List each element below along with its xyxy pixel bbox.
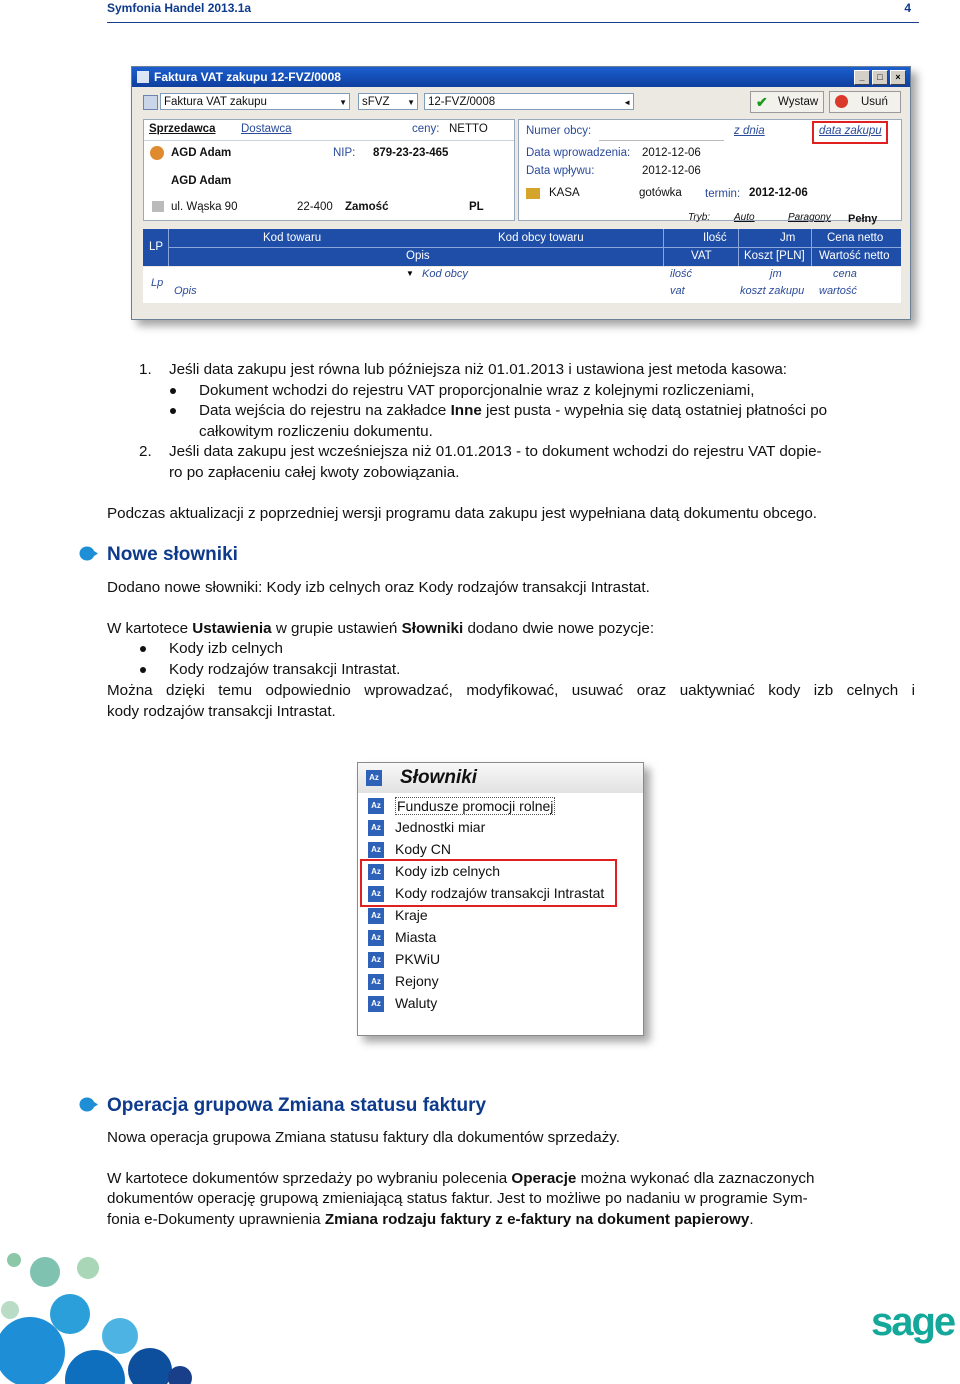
page-number: 4	[904, 1, 911, 15]
prices-label: ceny:	[412, 123, 440, 135]
chevron-down-icon: ▼	[407, 98, 415, 107]
list-number-2: 2.	[139, 443, 152, 460]
dictionary-item[interactable]: Fundusze promocji rolnej	[397, 798, 554, 814]
dictionary-icon: Az	[368, 952, 384, 968]
paragraph-new-dicts: Dodano nowe słowniki: Kody izb celnych oraz Kody rodzajów transakcji Intrastat.	[107, 579, 650, 596]
window-titlebar	[132, 67, 910, 87]
dictionary-icon: Az	[368, 798, 384, 814]
person-icon	[150, 146, 164, 160]
bold-text: Zmiana rodzaju faktury z e-faktury na dokument papierowy	[324, 1211, 750, 1228]
contractor-fullname: AGD Adam	[171, 175, 232, 187]
mode-label: Tryb:	[688, 212, 711, 223]
receipt-date-label: Data wpływu:	[526, 165, 595, 177]
list-item-intrastat: Kody rodzajów transakcji Intrastat.	[169, 661, 401, 678]
contractor-panel	[143, 119, 515, 221]
chevron-down-icon: ▼	[406, 269, 414, 278]
window-title: Faktura VAT zakupu 12-FVZ/0008	[154, 70, 341, 84]
list-item-1-bullet-1: Dokument wchodzi do rejestru VAT proporcjonalnie wraz z kolejnymi rozliczeniami,	[199, 382, 755, 399]
input-vat[interactable]: vat	[670, 285, 685, 297]
dates-panel	[518, 119, 902, 221]
delete-button-label: Usuń	[861, 96, 888, 108]
dictionary-icon: Az	[368, 974, 384, 990]
maximize-icon[interactable]: □	[872, 70, 888, 85]
term-label: termin:	[705, 188, 741, 200]
cash-label: KASA	[549, 187, 580, 199]
dictionary-item[interactable]: Kody izb celnych	[395, 863, 501, 879]
bullet-dot	[170, 388, 176, 394]
paragraph-group-op: Nowa operacja grupowa Zmiana statusu faktury dla dokumentów sprzedaży.	[107, 1129, 620, 1146]
purchase-date-link[interactable]: data zakupu	[819, 125, 882, 137]
input-value[interactable]: wartość	[819, 285, 857, 297]
list-item-1-bullet-2-cont: całkowitym rozliczeniu dokumentu.	[199, 423, 433, 440]
chevron-left-icon: ◄	[623, 98, 631, 107]
receipt-date[interactable]: 2012-12-06	[642, 165, 701, 177]
dictionary-icon: Az	[368, 842, 384, 858]
dictionary-icon: Az	[368, 930, 384, 946]
bold-text: Inne	[450, 402, 482, 419]
dictionary-icon: Az	[368, 996, 384, 1012]
checkmark-icon: ✔	[756, 94, 768, 110]
chevron-down-icon: ▼	[339, 98, 347, 107]
col-cost[interactable]: Koszt [PLN]	[744, 250, 805, 262]
input-lp: Lp	[151, 277, 164, 289]
dictionary-icon: Az	[368, 820, 384, 836]
window-app-icon	[137, 71, 149, 83]
dictionary-icon: Az	[368, 864, 384, 880]
grid-header	[143, 229, 901, 266]
paragraph-manage-cont: kody rodzajów transakcji Intrastat.	[107, 703, 336, 720]
dictionary-icon: Az	[368, 908, 384, 924]
col-unit[interactable]: Jm	[780, 232, 796, 244]
dictionaries-screenshot	[357, 762, 644, 1036]
nip-label: NIP:	[333, 147, 356, 159]
text: W kartotece	[107, 620, 193, 637]
foreign-number-label: Numer obcy:	[526, 125, 592, 137]
col-lp: LP	[149, 241, 164, 253]
payment-method[interactable]: gotówka	[639, 187, 682, 199]
dictionary-item[interactable]: PKWiU	[395, 951, 441, 967]
text: jest pusta - wypełnia się datą ostatniej płatności po	[481, 402, 828, 419]
list-item-2: Jeśli data zakupu jest wcześniejsza niż 01.01.2013 - to dokument wchodzi do rejestru VAT dopie-	[169, 443, 822, 460]
paragraph-manage: Można dzięki temu odpowiednio wprowadzać, modyfikować, usuwać oraz uaktywniać kody izb celnych i	[107, 682, 915, 699]
sage-logo: sage	[871, 1300, 955, 1344]
text: fonia e-Dokumenty uprawnienia	[107, 1211, 325, 1228]
bold-text: Słowniki	[401, 620, 464, 637]
dictionary-item[interactable]: Waluty	[395, 995, 438, 1011]
dictionaries-title: Słowniki	[400, 767, 478, 788]
input-quantity[interactable]: ilość	[670, 268, 693, 280]
input-price[interactable]: cena	[833, 268, 857, 280]
section-bullet-icon	[79, 546, 99, 561]
paragraph-settings	[107, 619, 654, 640]
input-description[interactable]: Opis	[174, 285, 197, 297]
text: w grupie ustawień	[271, 620, 402, 637]
col-vat[interactable]: VAT	[691, 250, 712, 262]
dictionary-item[interactable]: Kody rodzajów transakcji Intrastat	[395, 885, 605, 901]
bullet-dot	[140, 646, 146, 652]
section-bullet-icon	[79, 1097, 99, 1112]
series-select[interactable]	[358, 93, 418, 110]
dictionary-item[interactable]: Miasta	[395, 929, 437, 945]
list-item-1: Jeśli data zakupu jest równa lub późniejsza niż 01.01.2013 i ustawiona jest metoda kasowa:	[169, 361, 787, 378]
issue-date[interactable]: 2012-12-06	[642, 147, 701, 159]
input-unit[interactable]: jm	[770, 268, 782, 280]
dictionary-icon: Az	[366, 770, 382, 786]
bold-text: Ustawienia	[192, 620, 272, 637]
postal-code: 22-400	[297, 201, 333, 213]
cash-icon	[526, 188, 540, 199]
text: można wykonać dla zaznaczonych	[576, 1170, 815, 1187]
number-value: 12-FVZ/0008	[428, 96, 496, 108]
text: W kartotece dokumentów sprzedaży po wybraniu polecenia	[107, 1170, 512, 1187]
input-foreign-code[interactable]: Kod obcy	[422, 268, 468, 280]
document-number-field[interactable]	[424, 93, 634, 110]
close-icon[interactable]: ×	[890, 70, 906, 85]
nip-value: 879-23-23-465	[373, 147, 449, 159]
col-net-value[interactable]: Wartość netto	[819, 250, 890, 262]
col-quantity[interactable]: Ilość	[703, 232, 727, 244]
text: Data wejścia do rejestru na zakładce	[199, 402, 451, 419]
document-icon	[143, 95, 158, 110]
list-number-1: 1.	[139, 361, 152, 378]
issue-button[interactable]	[750, 91, 824, 113]
address-icon	[152, 201, 164, 212]
document-title: Symfonia Handel 2013.1a	[107, 1, 252, 15]
bullet-dot	[140, 667, 146, 673]
prices-value: NETTO	[449, 123, 488, 135]
divider	[144, 140, 514, 141]
dictionary-item[interactable]: Kody CN	[395, 841, 452, 857]
mode-receipts[interactable]: Paragony	[788, 212, 831, 223]
section-heading-dictionaries: Nowe słowniki	[107, 544, 238, 565]
tab-delivery[interactable]: Dostawca	[241, 123, 292, 135]
col-description[interactable]: Opis	[406, 250, 430, 262]
input-cost[interactable]: koszt zakupu	[740, 285, 805, 297]
col-product-code[interactable]: Kod towaru	[263, 232, 322, 244]
page-header	[107, 0, 919, 23]
dictionary-icon: Az	[368, 886, 384, 902]
invoice-window-screenshot	[131, 66, 911, 320]
mode-full[interactable]: Pełny	[848, 213, 878, 225]
paragraph-operations-l2: dokumentów operację grupową zmieniającą status faktur. Jest to możliwe po nadaniu w programie Sym-	[107, 1190, 808, 1207]
dictionary-item[interactable]: Kraje	[395, 907, 428, 923]
list-item-2-cont: ro po zapłaceniu całej kwoty zobowiązania.	[169, 464, 460, 481]
delete-icon	[835, 95, 848, 108]
doc-type-select[interactable]	[160, 93, 350, 110]
text: .	[749, 1211, 754, 1228]
dictionary-item[interactable]: Jednostki miar	[395, 819, 486, 835]
bold-text: Operacje	[511, 1170, 577, 1187]
dictionaries-header	[358, 763, 643, 793]
text: dodano dwie nowe pozycje:	[463, 620, 655, 637]
term-date[interactable]: 2012-12-06	[749, 187, 808, 199]
delete-button[interactable]	[829, 91, 901, 113]
doc-type-value: Faktura VAT zakupu	[164, 96, 267, 108]
section-heading-group-operation: Operacja grupowa Zmiana statusu faktury	[107, 1095, 487, 1116]
street: ul. Wąska 90	[171, 201, 238, 213]
series-value: sFVZ	[362, 96, 390, 108]
from-date-link[interactable]: z dnia	[734, 125, 765, 137]
issue-button-label: Wystaw	[778, 96, 819, 108]
paragraph-operations-l1	[107, 1169, 915, 1190]
city: Zamość	[345, 201, 389, 213]
list-item-customs: Kody izb celnych	[169, 640, 283, 657]
minimize-icon[interactable]: _	[854, 70, 870, 85]
dictionary-item[interactable]: Rejony	[395, 973, 439, 989]
bullet-dot	[170, 408, 176, 414]
foreign-number-input[interactable]	[599, 126, 724, 141]
paragraph-update: Podczas aktualizacji z poprzedniej wersji programu data zakupu jest wypełniana datą dokumentu obcego.	[107, 505, 818, 522]
paragraph-operations-l3	[107, 1210, 754, 1231]
col-net-price[interactable]: Cena netto	[827, 232, 884, 244]
contractor-name[interactable]: AGD Adam	[171, 147, 232, 159]
decorative-bubbles	[0, 1252, 200, 1384]
mode-auto[interactable]: Auto	[734, 212, 755, 223]
grid-input-row	[143, 267, 901, 303]
country: PL	[469, 201, 484, 213]
issue-date-label: Data wprowadzenia:	[526, 147, 631, 159]
list-item-1-bullet-2	[199, 401, 827, 422]
tab-seller[interactable]: Sprzedawca	[149, 123, 216, 135]
col-foreign-code[interactable]: Kod obcy towaru	[498, 232, 584, 244]
